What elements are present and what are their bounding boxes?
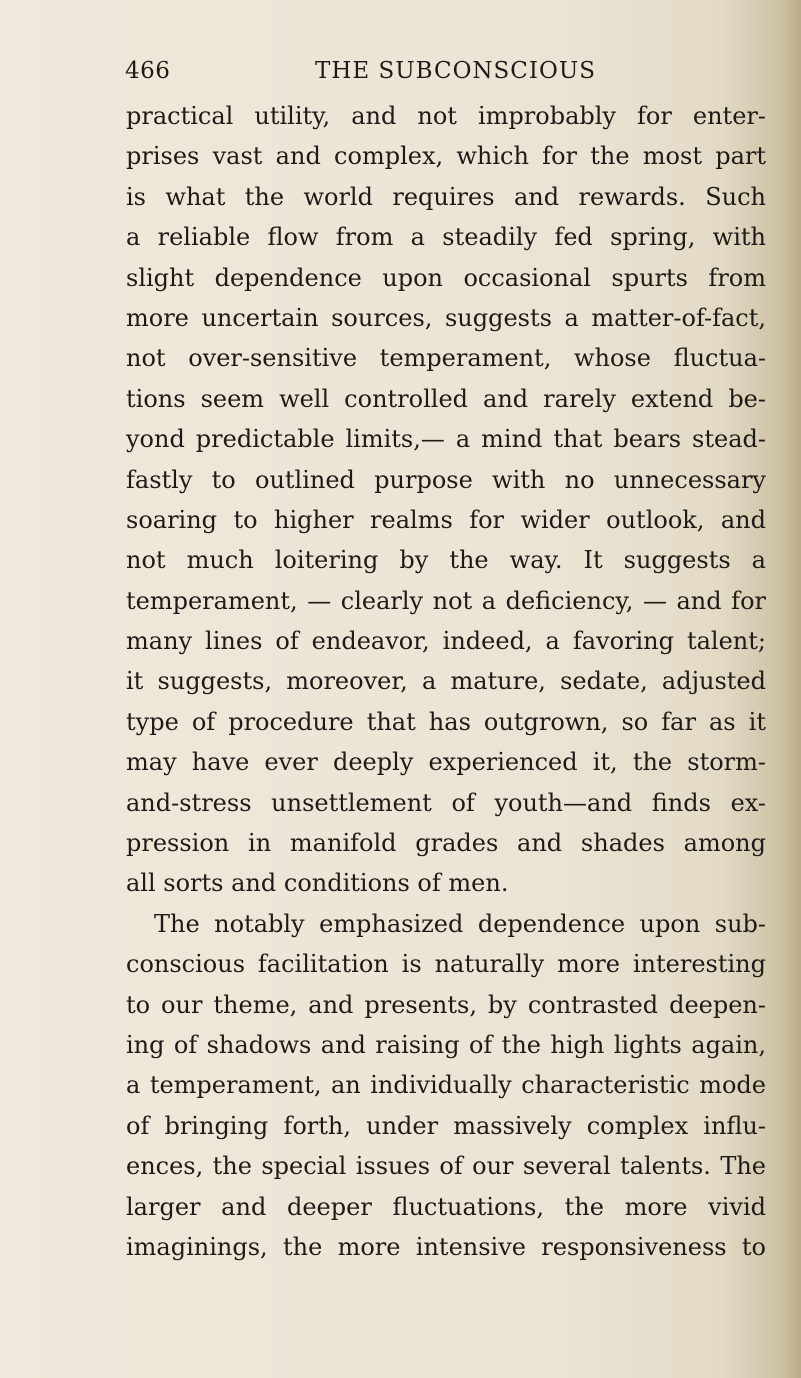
text-line: soaring to higher realms for wider outlook, and [126,505,766,534]
text-line: imaginings, the more intensive responsiveness to [126,1232,766,1261]
text-line: conscious facilitation is naturally more interesting [126,950,766,979]
text-line: more uncertain sources, suggests a matter-of-fact, [126,303,766,332]
text-line: a temperament, an individually characteristic mode [126,1071,766,1100]
text-line: of bringing forth, under massively complex influ- [126,1111,766,1140]
running-head: THE SUBCONSCIOUS [315,58,596,84]
text-line: a reliable flow from a steadily fed spring, with [126,223,766,252]
text-line: to our theme, and presents, by contrasted deepen- [126,990,766,1019]
text-line: type of procedure that has outgrown, so far as it [126,707,766,736]
text-line: all sorts and conditions of men. [126,869,509,898]
page-header [125,58,765,92]
text-line: larger and deeper fluctuations, the more vivid [126,1192,766,1221]
text-line: pression in manifold grades and shades among [126,829,766,858]
text-line: yond predictable limits,— a mind that bears stead- [126,425,766,454]
text-line: practical utility, and not improbably for enter- [126,102,766,130]
text-line: ences, the special issues of our several talents. The [126,1152,766,1181]
text-line: is what the world requires and rewards. Such [126,182,766,211]
body-text [126,96,766,1267]
text-line: not much loitering by the way. It suggests a [126,546,766,575]
text-line: and-stress unsettlement of youth—and finds ex- [126,788,766,817]
text-line: slight dependence upon occasional spurts from [126,263,766,292]
text-line: prises vast and complex, which for the most part [126,142,766,171]
paragraph [126,96,766,904]
text-line: fastly to outlined purpose with no unnecessary [126,465,766,494]
text-line: many lines of endeavor, indeed, a favoring talent; [126,627,766,656]
text-line: not over-sensitive temperament, whose fluctua- [126,344,766,373]
text-line: temperament, — clearly not a deficiency, — and for [126,586,766,615]
page-number: 466 [125,58,171,84]
paragraph [126,904,766,1268]
text-line: tions seem well controlled and rarely extend be- [126,384,766,413]
text-line: it suggests, moreover, a mature, sedate, adjusted [126,667,766,696]
text-line: The notably emphasized dependence upon sub- [154,909,766,938]
text-line: may have ever deeply experienced it, the storm- [126,748,766,777]
text-line: ing of shadows and raising of the high lights again, [126,1030,766,1059]
